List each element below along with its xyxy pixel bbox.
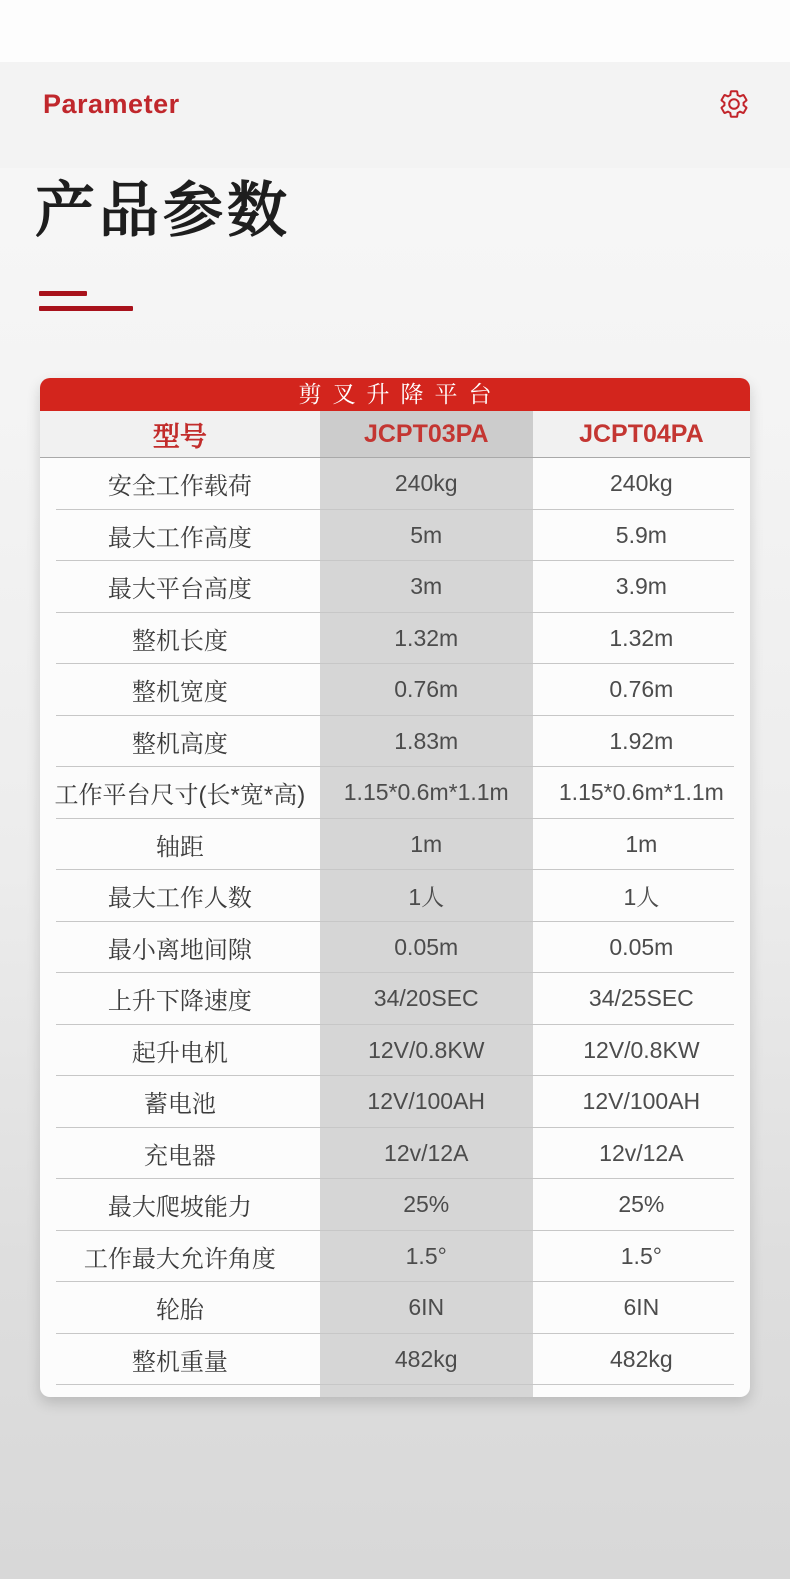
spec-value: 1.15*0.6m*1.1m	[343, 779, 509, 806]
table-row	[40, 973, 750, 1025]
table-body	[40, 458, 750, 1385]
spec-value: 34/20SEC	[373, 985, 479, 1012]
spec-value: 1m	[410, 830, 443, 857]
spec-value: 240kg	[394, 470, 458, 497]
spec-label: 轴距	[155, 833, 204, 861]
spec-value: 12V/0.8KW	[583, 1036, 700, 1063]
spec-value: 3m	[410, 573, 443, 600]
table-row	[40, 613, 750, 665]
table-row	[40, 1179, 750, 1231]
top-strip	[0, 0, 790, 62]
spec-value: 482kg	[394, 1345, 458, 1372]
spec-value: 12v/12A	[384, 1139, 469, 1166]
spec-label: 最小离地间隙	[107, 936, 252, 964]
main-content	[0, 168, 790, 1579]
spec-label: 最大工作人数	[107, 885, 252, 913]
table-row	[40, 664, 750, 716]
spec-value: 34/25SEC	[588, 985, 694, 1012]
table-row	[40, 922, 750, 974]
spec-value: 1.32m	[394, 624, 459, 651]
spec-value: 12V/0.8KW	[368, 1036, 485, 1063]
page-title: 产品参数	[35, 177, 291, 244]
table-header-row	[40, 411, 750, 458]
table-row	[40, 870, 750, 922]
spec-value: 1.5°	[405, 1242, 447, 1269]
title-underline-long	[39, 306, 133, 311]
table-row	[40, 1282, 750, 1334]
table-banner: 剪叉升降平台	[40, 378, 750, 411]
table-row	[40, 1231, 750, 1283]
spec-label: 轮胎	[155, 1297, 204, 1325]
spec-value: 0.05m	[394, 933, 459, 960]
spec-label: 整机高度	[131, 730, 228, 758]
spec-label: 整机长度	[131, 627, 228, 655]
gear-icon[interactable]	[718, 88, 750, 120]
spec-value: 5m	[410, 521, 443, 548]
spec-value: 482kg	[610, 1345, 673, 1372]
table-row	[40, 561, 750, 613]
spec-label: 工作最大允许角度	[83, 1245, 276, 1273]
spec-value: 1.32m	[609, 624, 674, 651]
parameter-eyebrow: Parameter	[43, 88, 180, 119]
spec-label: 最大工作高度	[107, 524, 252, 552]
table-row	[40, 510, 750, 562]
spec-table-card	[40, 378, 750, 1397]
spec-value: 6IN	[408, 1294, 445, 1321]
spec-value: 1人	[408, 884, 445, 911]
column-header-model: 型号	[152, 421, 207, 452]
parameter-header-band	[0, 62, 790, 168]
table-row	[40, 767, 750, 819]
column-header-jcpt03pa: JCPT03PA	[363, 419, 489, 448]
spec-value: 1.83m	[394, 727, 459, 754]
column-header-jcpt04pa: JCPT04PA	[579, 419, 704, 448]
spec-value: 0.76m	[394, 676, 459, 703]
spec-value: 6IN	[623, 1294, 660, 1321]
table-row	[40, 1334, 750, 1386]
spec-label: 整机宽度	[131, 679, 228, 707]
spec-label: 整机重量	[131, 1348, 228, 1376]
spec-value: 240kg	[610, 470, 673, 497]
spec-value: 1人	[623, 884, 660, 911]
table-row	[40, 1025, 750, 1077]
spec-value: 3.9m	[615, 573, 667, 600]
spec-label: 安全工作载荷	[107, 473, 252, 501]
spec-value: 25%	[403, 1191, 450, 1218]
spec-value: 12v/12A	[599, 1139, 684, 1166]
spec-label: 蓄电池	[143, 1091, 216, 1119]
spec-value: 0.05m	[609, 933, 674, 960]
table-row	[40, 1128, 750, 1180]
spec-label: 起升电机	[131, 1039, 228, 1067]
spec-value: 12V/100AH	[367, 1088, 486, 1115]
table-row	[40, 1076, 750, 1128]
spec-value: 1.5°	[620, 1242, 662, 1269]
spec-value: 12V/100AH	[582, 1088, 701, 1115]
spec-label: 充电器	[143, 1142, 216, 1170]
spec-label: 最大爬坡能力	[107, 1194, 252, 1222]
spec-label: 最大平台高度	[107, 576, 252, 604]
spec-table	[40, 411, 750, 1397]
spec-value: 25%	[618, 1191, 665, 1218]
table-row	[40, 716, 750, 768]
spec-value: 1m	[625, 830, 658, 857]
table-row	[40, 819, 750, 871]
spec-value: 1.92m	[609, 727, 674, 754]
spec-label: 上升下降速度	[107, 988, 252, 1016]
spec-value: 1.15*0.6m*1.1m	[558, 779, 724, 806]
spec-value: 5.9m	[615, 521, 667, 548]
title-underline-short	[39, 291, 87, 296]
spec-value: 0.76m	[609, 676, 674, 703]
spec-label: 工作平台尺寸(长*宽*高)	[54, 782, 306, 810]
table-row	[40, 458, 750, 510]
